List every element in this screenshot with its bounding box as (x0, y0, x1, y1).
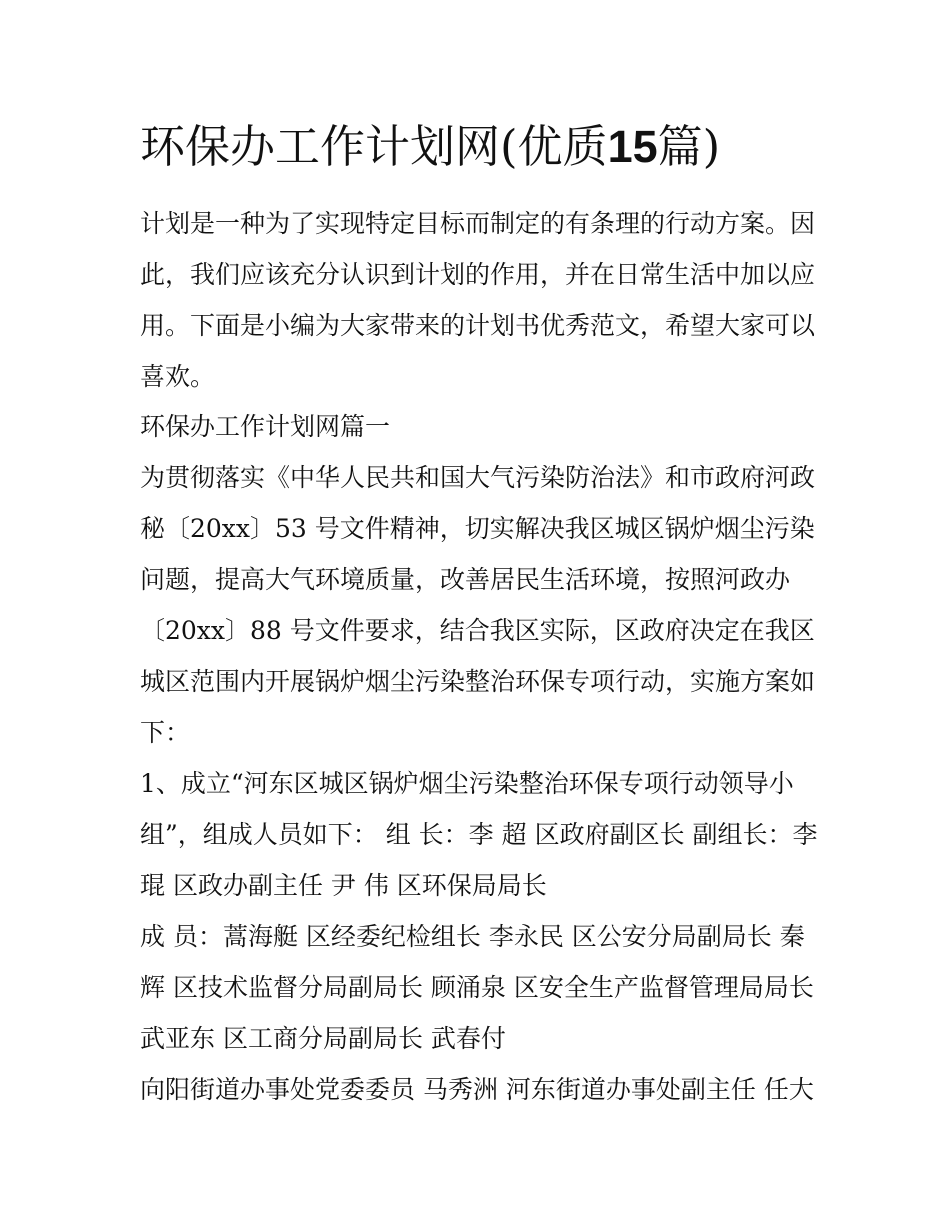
paragraph-line: 琨 区政办副主任 尹 伟 区环保局局长 (140, 871, 547, 900)
intro-line: 此，我们应该充分认识到计划的作用，并在日常生活中加以应 (140, 260, 816, 289)
paragraph-line: 城区范围内开展锅炉烟尘污染整治环保专项行动，实施方案如 (140, 667, 816, 696)
paragraph-line: 下： (140, 718, 191, 747)
document-title-number: 15 (607, 121, 658, 172)
paragraph-line: 组”，组成人员如下： 组 长：李 超 区政府副区长 副组长：李 (140, 820, 818, 849)
paragraph-4 (140, 1064, 820, 1115)
paragraph-line: 成 员：蒿海艇 区经委纪检组长 李永民 区公安分局副局长 秦 (140, 922, 805, 951)
paragraph-line: 问题，提高大气环境质量，改善居民生活环境，按照河政办 (140, 565, 791, 594)
paragraph-line: 〔20xx〕88 号文件要求，结合我区实际，区政府决定在我区 (140, 616, 815, 645)
intro-line: 计划是一种为了实现特定目标而制定的有条理的行动方案。因 (140, 209, 816, 238)
paragraph-3 (140, 911, 820, 1064)
section-heading (140, 401, 820, 452)
paragraph-line: 武亚东 区工商分局副局长 武春付 (140, 1024, 506, 1053)
paragraph-line: 辉 区技术监督分局副局长 顾涌泉 区安全生产监督管理局局长 (140, 973, 814, 1002)
intro-line: 喜欢。 (140, 362, 216, 391)
paragraph-line: 1、成立“河东区城区锅炉烟尘污染整治环保专项行动领导小 (140, 769, 794, 798)
document-title-tail: 篇) (657, 120, 721, 173)
paragraph-2 (140, 758, 820, 911)
paragraph-line: 秘〔20xx〕53 号文件精神，切实解决我区城区锅炉烟尘污染 (140, 514, 815, 543)
paragraph-line: 为贯彻落实《中华人民共和国大气污染防治法》和市政府河政 (140, 463, 816, 492)
intro-line: 用。下面是小编为大家带来的计划书优秀范文，希望大家可以 (140, 311, 816, 340)
document-title (140, 112, 840, 182)
document-title-cn: 环保办工作计划网(优质 (140, 120, 608, 173)
section-heading-text: 环保办工作计划网篇一 (140, 412, 391, 441)
intro-paragraph (140, 198, 820, 402)
paragraph-1 (140, 452, 820, 758)
paragraph-line: 向阳街道办事处党委委员 马秀洲 河东街道办事处副主任 任大 (140, 1075, 814, 1104)
